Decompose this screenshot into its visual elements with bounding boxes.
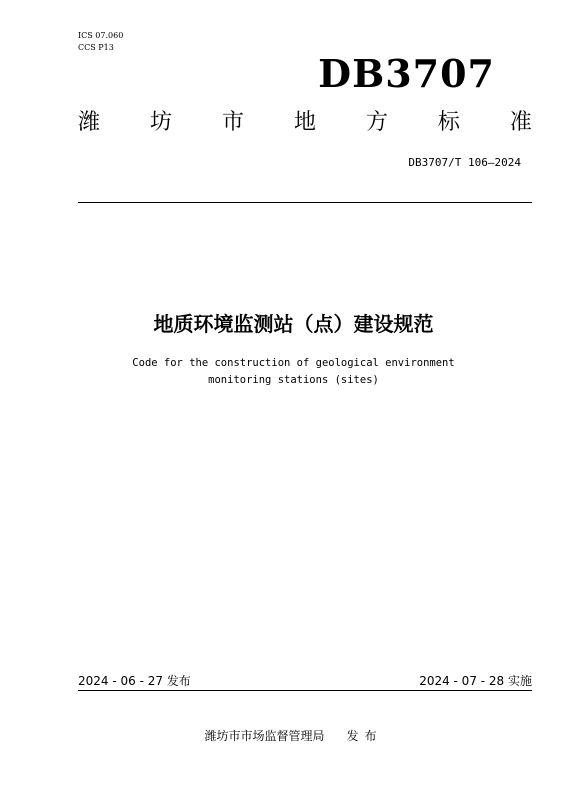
standard-type-char: 标 [437,110,460,135]
bottom-divider [78,690,532,691]
ics-code: ICS 07.060 [78,31,124,40]
standard-type-char: 潍 [78,110,101,135]
top-divider [78,202,532,203]
standard-type-heading [78,108,532,138]
standard-number: DB3707/T 106—2024 [408,156,521,169]
issuer-action: 发布 [346,729,383,743]
title-english [0,355,587,389]
title-english-line-1: Code for the construction of geological environment [132,357,455,369]
publish-date: 2024 - 06 - 27 发布 [78,674,191,688]
standard-type-char: 市 [221,110,244,135]
issuer-line [0,728,587,744]
classification-codes [78,30,123,54]
issuer-name: 潍坊市市场监督管理局 [204,729,325,743]
ccs-code: CCS P13 [78,43,114,52]
implement-date: 2024 - 07 - 28 实施 [419,674,532,688]
title-chinese: 地质环境监测站（点）建设规范 [153,312,434,336]
standard-type-char: 地 [293,110,316,135]
standard-type-char: 坊 [149,110,172,135]
standard-code-logo: DB3707 [318,51,495,96]
standard-type-char: 方 [365,110,388,135]
standard-type-char: 准 [509,110,532,135]
title-english-line-2: monitoring stations (sites) [208,374,379,386]
